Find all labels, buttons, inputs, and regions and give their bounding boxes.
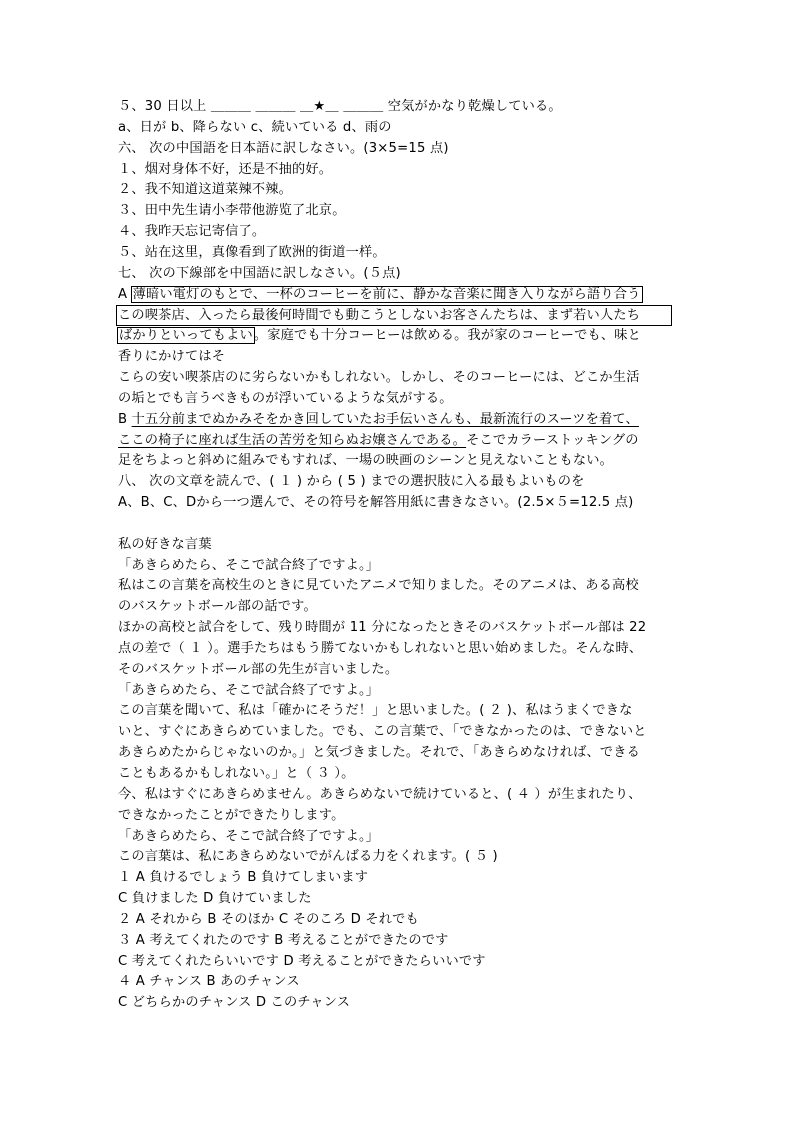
text-segment: ２ A それから B そのほか C そのころ D それでも [118, 911, 419, 927]
text-line [118, 972, 678, 993]
text-line [118, 160, 678, 181]
boxed-text: 薄暗い電灯のもとで、一杯のコーヒーを前に、静かな音楽に聞き入りながら語り合う [132, 286, 641, 302]
text-segment: 香りにかけてはそ [118, 349, 226, 365]
text-segment: この言葉は、私にあきらめないでがんばる力をくれます。( ５ ) [118, 849, 498, 865]
text-line [118, 472, 678, 493]
text-segment: ５、站在这里，真像看到了欧洲的街道一样。 [118, 244, 386, 260]
text-segment: C 考えてくれたらいいです D 考えることができたらいいです [118, 953, 486, 969]
text-segment: a、日が b、降らない c、続いている d、雨の [118, 119, 392, 135]
text-line [118, 806, 678, 827]
text-segment: １、烟对身体不好，还是不抽的好。 [118, 161, 333, 177]
text-line [118, 556, 678, 577]
text-line [118, 368, 678, 389]
text-line [118, 868, 678, 889]
text-line [118, 347, 678, 368]
text-segment: 点の差で（ １ ）。選手たちはもう勝てないかもしれないと思い始めました。そんな時、 [118, 640, 643, 656]
text-line [118, 410, 678, 431]
text-line [118, 222, 678, 243]
text-segment: いと、すぐにあきらめていました。でも、この言葉で、「できなかったのは、できないと [118, 724, 647, 740]
text-line [118, 285, 678, 306]
text-segment: ５、30 日以上 ＿＿＿ ＿＿＿ ＿★＿ ＿＿＿ 空気がかなり乾燥している。 [118, 99, 562, 114]
text-line [118, 201, 678, 222]
text-segment: こともあるかもしれない。」と（ ３ ）。 [118, 766, 355, 781]
boxed-text: この喫茶店、入ったら最後何時間でも動こうとしないお客さんたちは、まず若い人たち [116, 305, 672, 326]
text-line [118, 180, 678, 201]
text-segment: 六、 次の中国語を日本語に訳しなさい。(3×5=15 点) [118, 140, 449, 156]
text-line [118, 597, 678, 618]
text-line [118, 139, 678, 160]
text-line [118, 701, 678, 722]
text-line [118, 681, 678, 702]
text-segment: ３、田中先生请小李带他游览了北京。 [118, 203, 346, 219]
text-segment: 八、 次の文章を読んで、( １ ) から ( 5 ) までの選択肢に入る最もよいものを [118, 474, 585, 490]
text-line [118, 618, 678, 639]
text-line [118, 97, 678, 118]
text-segment: B [118, 411, 132, 427]
text-segment: のバスケットボール部の話です。 [118, 599, 317, 615]
text-line [118, 827, 678, 848]
text-segment: １ A 負けるでしょう B 負けてしまいます [118, 870, 369, 886]
text-line [118, 576, 678, 597]
text-line [118, 931, 678, 952]
text-line [118, 785, 678, 806]
text-line [118, 660, 678, 681]
text-line [118, 243, 678, 264]
text-line [118, 639, 678, 660]
text-line [118, 118, 678, 139]
text-segment: 私の好きな言葉 [118, 536, 212, 552]
text-segment: 足をちよっと斜めに組みでもすれば、一場の映画のシーンと見えないこともない。 [118, 453, 614, 469]
text-segment: 七、 次の下線部を中国語に訳しなさい。(５点) [118, 265, 401, 281]
text-segment: 今、私はすぐにあきらめません。あきらめないで続けていると、( ４ ）が生まれたり、 [118, 786, 642, 802]
text-segment: ２、我不知道这道菜辣不辣。 [118, 182, 293, 198]
text-segment: 「あきらめたら、そこで試合終了ですよ。」 [118, 557, 380, 573]
text-segment: 私はこの言葉を高校生のときに見ていたアニメで知りました。そのアニメは、ある高校 [118, 578, 639, 594]
text-line [118, 993, 678, 1014]
text-segment: の垢とでも言うべきものが浮いているような気がする。 [118, 390, 453, 406]
text-line [118, 889, 678, 910]
text-line [118, 764, 678, 785]
text-line [118, 389, 678, 410]
text-line [118, 451, 678, 472]
text-segment: C 負けました D 負けていました [118, 891, 312, 907]
text-segment: A [118, 286, 132, 302]
text-segment: そこでカラーストッキングの [466, 432, 639, 448]
document-body [118, 97, 678, 1014]
boxed-text: ばかりといってもよい [119, 328, 253, 344]
text-line [118, 535, 678, 556]
text-segment: ４、我昨天忘记寄信了。 [118, 224, 266, 240]
text-line [118, 493, 678, 514]
text-segment: ４ A チャンス B あのチャンス [118, 974, 300, 990]
text-line [118, 743, 678, 764]
underlined-text: ここの椅子に座れば生活の苦労を知らぬお嬢さんである。 [118, 432, 467, 448]
text-line [118, 264, 678, 285]
text-segment: こらの安い喫茶店のに劣らないかもしれない。しかし、そのコーヒーには、どこか生活 [118, 369, 640, 385]
text-segment: 。家庭でも十分コーヒーは飲める。我が家のコーヒーでも、味と [253, 328, 642, 344]
underlined-text: 十五分前までぬかみそをかき回していたお手伝いさんも、最新流行のスーツを着て、 [131, 411, 639, 427]
text-segment: ほかの高校と試合をして、残り時間が 11 分になったときそのバスケットボール部は 22 [118, 620, 647, 636]
text-line [118, 305, 678, 326]
text-segment: A、B、C、Dから一つ選んで、その符号を解答用紙に書きなさい。(2.5×５=12.5 点) [118, 495, 634, 511]
text-segment: この言葉を聞いて、私は「確かにそうだ！」と思いました。( ２ )、私はうまくできな [118, 703, 633, 719]
text-segment: 「あきらめたら、そこで試合終了ですよ。」 [118, 828, 380, 844]
text-line [118, 431, 678, 452]
text-segment: そのバスケットボール部の先生が言いました。 [118, 661, 399, 677]
text-line [118, 910, 678, 931]
text-line [118, 722, 678, 743]
text-segment: ３ A 考えてくれたのです B 考えることができたのです [118, 932, 449, 948]
text-segment: あきらめたからじゃないのか。」と気づきました。それで、「あきらめなければ、できる [118, 745, 641, 761]
text-segment: できなかったことができたりします。 [118, 807, 345, 823]
text-segment: 「あきらめたら、そこで試合終了ですよ。」 [118, 682, 380, 698]
text-line [118, 326, 678, 347]
text-line [118, 952, 678, 973]
text-line [118, 847, 678, 868]
text-segment: C どちらかのチャンス D このチャンス [118, 995, 351, 1011]
blank-line [118, 514, 678, 535]
